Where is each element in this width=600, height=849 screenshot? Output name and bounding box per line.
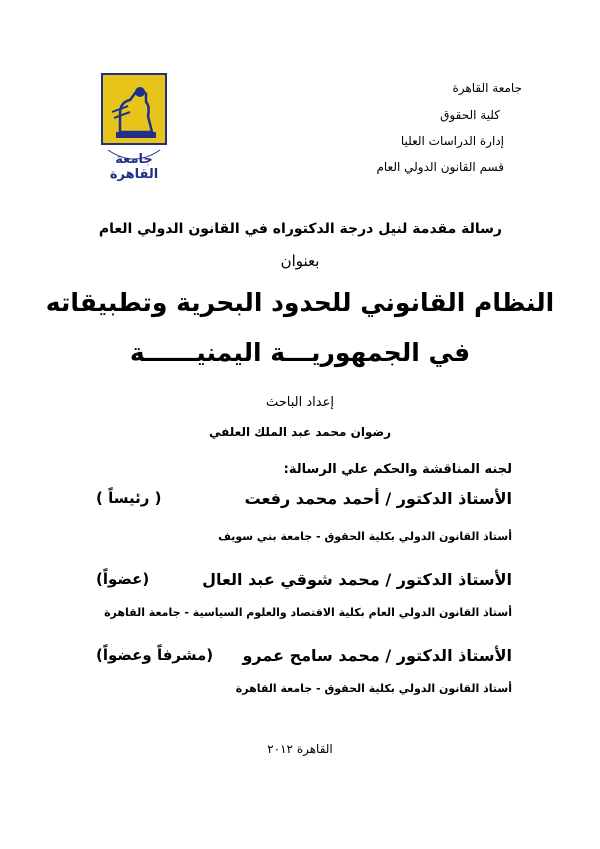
prepared-by-label: إعداد الباحث bbox=[266, 395, 334, 410]
member-affiliation: أستاذ القانون الدولي بكلية الحقوق - جامعة القاهرة bbox=[235, 682, 512, 695]
member-role: ( رئيساً ) bbox=[96, 489, 162, 507]
member-affiliation: أستاذ القانون الدولي العام بكلية الاقتصاد والعلوم السياسية - جامعة القاهرة bbox=[104, 606, 512, 619]
section-name: قسم القانون الدولي العام bbox=[376, 160, 504, 174]
committee-member-1 bbox=[96, 489, 512, 513]
member-role: (مشرفاً وعضواً) bbox=[96, 646, 214, 664]
university-name: جامعة القاهرة bbox=[452, 81, 522, 95]
thesis-statement: رسالة مقدمة لنيل درجة الدكتوراه في القانون الدولي العام bbox=[98, 221, 502, 237]
by-title-label: بعنوان bbox=[280, 252, 320, 270]
member-name: الأستاذ الدكتور / محمد سامح عمرو bbox=[242, 646, 512, 665]
member-name: الأستاذ الدكتور / محمد شوقي عبد العال bbox=[202, 570, 512, 589]
university-logo bbox=[90, 72, 178, 182]
place-and-year: القاهرة ٢٠١٢ bbox=[267, 742, 333, 756]
member-name: الأستاذ الدكتور / أحمد محمد رفعت bbox=[244, 489, 512, 508]
faculty-name: كلية الحقوق bbox=[440, 108, 500, 122]
member-role: (عضواً) bbox=[96, 570, 150, 588]
committee-member-3 bbox=[96, 646, 512, 670]
committee-member-2 bbox=[96, 570, 512, 594]
member-affiliation: أستاذ القانون الدولي بكلية الحقوق - جامعة بني سويف bbox=[218, 530, 512, 543]
department-name: إدارة الدراسات العليا bbox=[400, 134, 504, 148]
thesis-title-line2: في الجمهوريـــة اليمنيــــــة bbox=[129, 338, 471, 367]
thesis-title-line1: النظام القانوني للحدود البحرية وتطبيقاته bbox=[45, 288, 555, 317]
committee-heading: لجنه المناقشة والحكم علي الرسالة: bbox=[283, 462, 512, 477]
researcher-name: رضوان محمد عبد الملك العلفي bbox=[209, 425, 391, 439]
logo-caption: جامعة القاهرة bbox=[109, 152, 159, 182]
